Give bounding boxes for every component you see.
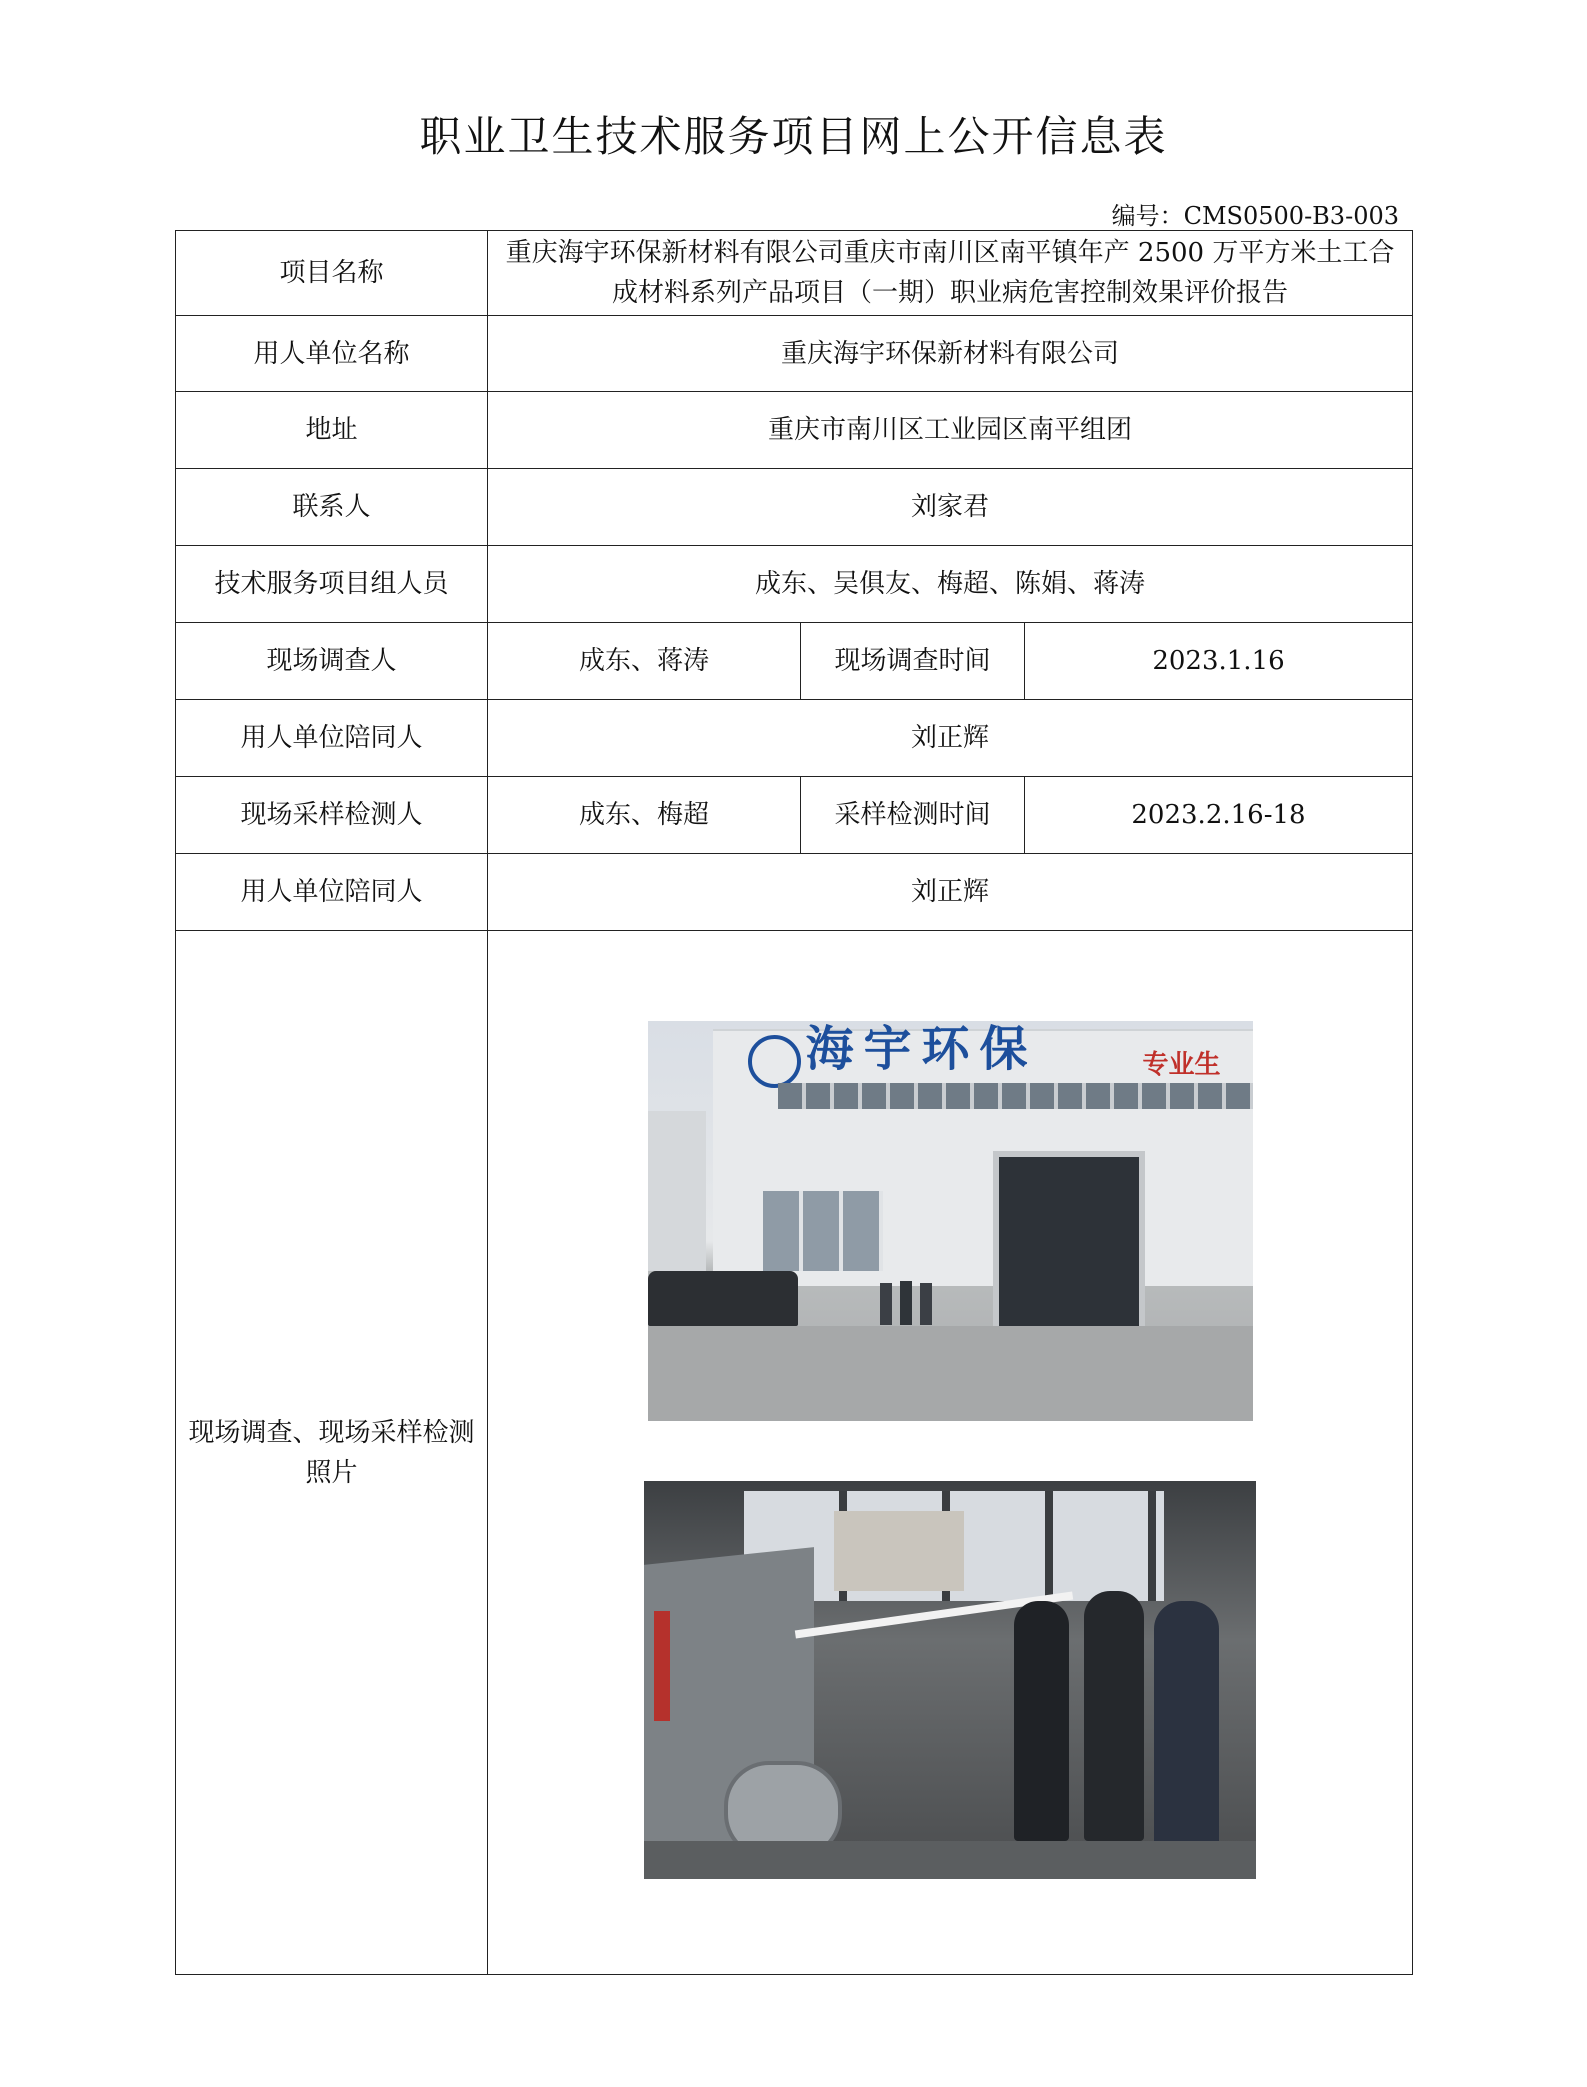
escort-2-label: 用人单位陪同人 <box>176 854 488 931</box>
row-address <box>176 392 1413 469</box>
sampling-workshop-photo <box>644 1481 1256 1879</box>
escort-1-value: 刘正辉 <box>488 700 1413 777</box>
row-escort-2 <box>176 854 1413 931</box>
row-team <box>176 546 1413 623</box>
employer-value: 重庆海宇环保新材料有限公司 <box>488 316 1413 392</box>
escort-1-label: 用人单位陪同人 <box>176 700 488 777</box>
team-value: 成东、吴俱友、梅超、陈娟、蒋涛 <box>488 546 1413 623</box>
row-project-name <box>176 231 1413 316</box>
document-number: 编号：CMS0500-B3-003 <box>1111 202 1399 230</box>
row-employer <box>176 316 1413 392</box>
project-name-label: 项目名称 <box>176 231 488 316</box>
row-photos <box>176 931 1413 1975</box>
row-contact <box>176 469 1413 546</box>
factory-sign-slogan: 专业生 <box>1142 1050 1221 1080</box>
address-label: 地址 <box>176 392 488 469</box>
employer-label: 用人单位名称 <box>176 316 488 392</box>
contact-label: 联系人 <box>176 469 488 546</box>
factory-exterior-photo <box>648 1021 1253 1421</box>
sampling-value: 成东、梅超 <box>488 777 801 854</box>
row-survey <box>176 623 1413 700</box>
info-table <box>175 230 1413 1975</box>
sampling-time-label: 采样检测时间 <box>801 777 1025 854</box>
team-label: 技术服务项目组人员 <box>176 546 488 623</box>
survey-label: 现场调查人 <box>176 623 488 700</box>
sampling-label: 现场采样检测人 <box>176 777 488 854</box>
survey-time-label: 现场调查时间 <box>801 623 1025 700</box>
escort-2-value: 刘正辉 <box>488 854 1413 931</box>
sampling-time-value: 2023.2.16-18 <box>1025 777 1413 854</box>
survey-value: 成东、蒋涛 <box>488 623 801 700</box>
row-escort-1 <box>176 700 1413 777</box>
photos-cell <box>488 931 1413 1975</box>
factory-sign-text: 海宇环保 <box>805 1021 1038 1077</box>
survey-time-value: 2023.1.16 <box>1025 623 1413 700</box>
photos-label: 现场调查、现场采样检测照片 <box>176 931 488 1975</box>
contact-value: 刘家君 <box>488 469 1413 546</box>
row-sampling <box>176 777 1413 854</box>
address-value: 重庆市南川区工业园区南平组团 <box>488 392 1413 469</box>
page-title: 职业卫生技术服务项目网上公开信息表 <box>419 112 1168 161</box>
project-name-value: 重庆海宇环保新材料有限公司重庆市南川区南平镇年产 2500 万平方米土工合成材料系列产品项目（一期）职业病危害控制效果评价报告 <box>488 231 1413 316</box>
